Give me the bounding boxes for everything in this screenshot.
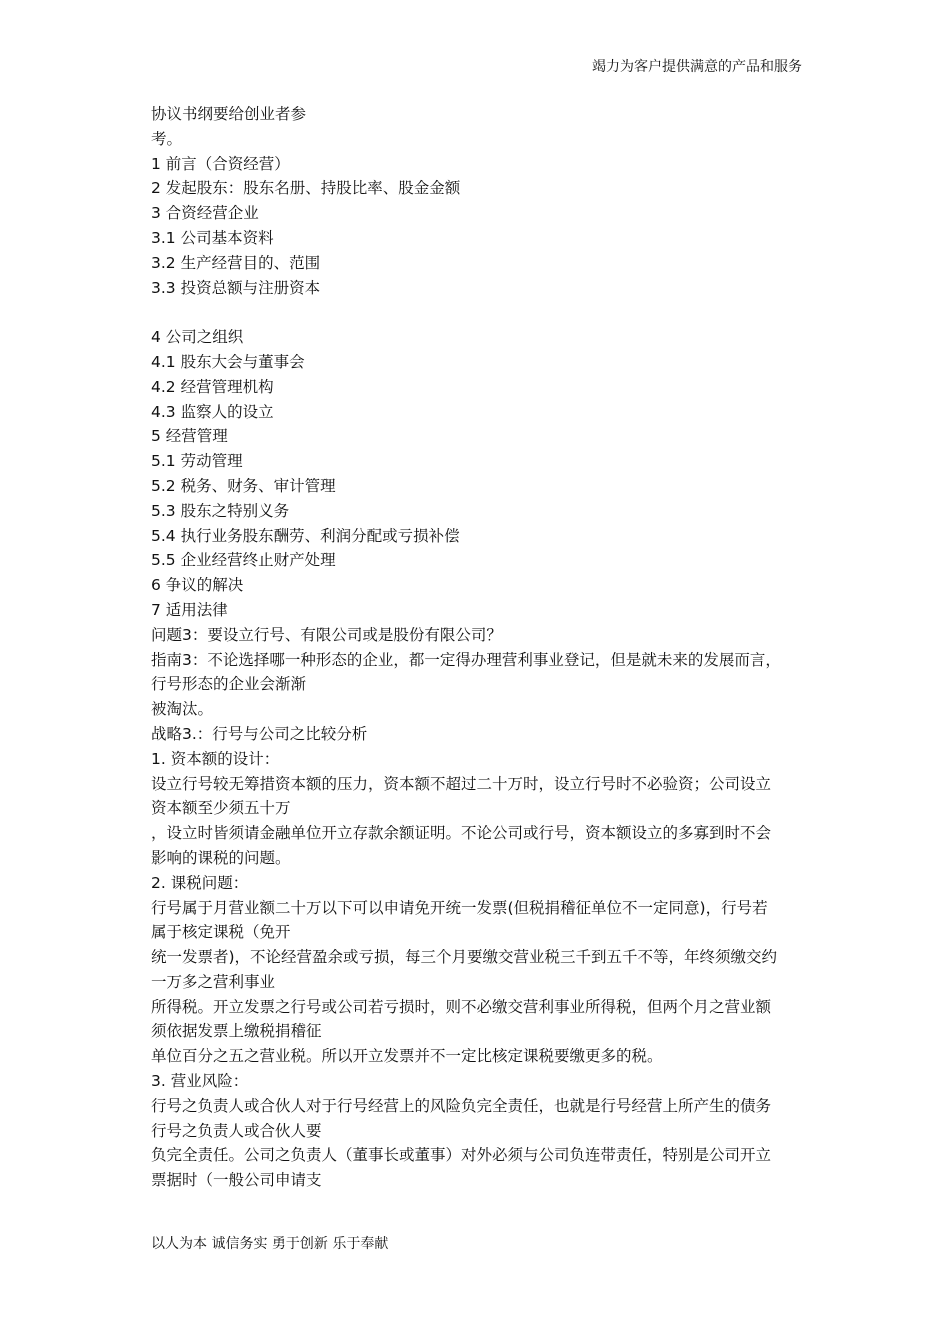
text-line: 5.1 劳动管理 — [151, 452, 243, 471]
text-line: 单位百分之五之营业税。所以开立发票并不一定比核定课税要缴更多的税。 — [151, 1047, 663, 1066]
text-line: 行号之负责人或合伙人对于行号经营上的风险负完全责任，也就是行号经营上所产生的债务 — [151, 1096, 772, 1115]
text-line: 4.1 股东大会与董事会 — [151, 352, 305, 371]
text-line: 行号之负责人或合伙人要 — [151, 1121, 322, 1140]
text-line: 属于核定课税（免开 — [151, 923, 291, 942]
blank-line — [151, 300, 841, 325]
text-line: 行号属于月营业额二十万以下可以申请免开统一发票(但税捐稽征单位不一定同意)，行号若 — [151, 898, 768, 917]
text-line: 指南3：不论选择哪一种形态的企业，都一定得办理营利事业登记，但是就未来的发展而言， — [151, 650, 781, 669]
text-line: 票据时（一般公司申请支 — [151, 1171, 322, 1190]
text-line: 所得税。开立发票之行号或公司若亏损时，则不必缴交营利事业所得税，但两个月之营业额 — [151, 997, 772, 1016]
text-line: 统一发票者)，不论经营盈余或亏损，每三个月要缴交营业税三千到五千不等，年终须缴交约 — [151, 948, 778, 967]
text-line: 负完全责任。公司之负责人（董事长或董事）对外必须与公司负连带责任，特别是公司开立 — [151, 1146, 772, 1165]
text-line: 7 适用法律 — [151, 600, 228, 619]
text-line: 一万多之营利事业 — [151, 972, 276, 991]
text-line: 3 合资经营企业 — [151, 204, 259, 223]
text-line: 设立行号较无筹措资本额的压力，资本额不超过二十万时，设立行号时不必验资；公司设立 — [151, 774, 772, 793]
text-line: 2. 课税问题： — [151, 873, 249, 892]
text-line: 1 前言（合资经营） — [151, 154, 290, 173]
text-line: 6 争议的解决 — [151, 576, 244, 595]
text-line: 5.4 执行业务股东酬劳、利润分配或亏损补偿 — [151, 526, 460, 545]
text-line: 战略3.：行号与公司之比较分析 — [151, 724, 368, 743]
text-line: 须依据发票上缴税捐稽征 — [151, 1022, 322, 1041]
text-line: 问题3：要设立行号、有限公司或是股份有限公司？ — [151, 625, 502, 644]
text-line: 4.2 经营管理机构 — [151, 377, 274, 396]
text-line: 行号形态的企业会渐渐 — [151, 675, 307, 694]
page-header-slogan: 竭力为客户提供满意的产品和服务 — [592, 59, 802, 75]
text-line: 5 经营管理 — [151, 427, 228, 446]
text-line: 5.3 股东之特别义务 — [151, 501, 290, 520]
text-line: 影响的课税的问题。 — [151, 848, 291, 867]
document-body — [151, 102, 841, 1193]
text-line: 5.2 税务、财务、审计管理 — [151, 476, 336, 495]
text-line: 被淘汰。 — [151, 700, 214, 719]
text-line: 2 发起股东：股东名册、持股比率、股金金额 — [151, 179, 461, 198]
text-line: 3. 营业风险： — [151, 1072, 249, 1091]
text-line: 协议书纲要给创业者参 — [151, 105, 307, 123]
text-line: 3.3 投资总额与注册资本 — [151, 278, 321, 297]
text-line: 3.2 生产经营目的、范围 — [151, 253, 321, 272]
text-line: 3.1 公司基本资料 — [151, 228, 274, 247]
text-line: 4.3 监察人的设立 — [151, 402, 274, 421]
page-footer-motto: 以人为本 诚信务实 勇于创新 乐于奉献 — [151, 1236, 389, 1252]
text-line: 5.5 企业经营终止财产处理 — [151, 551, 336, 570]
text-line: 4 公司之组织 — [151, 328, 244, 347]
text-line: 资本额至少须五十万 — [151, 799, 291, 818]
text-line: ，设立时皆须请金融单位开立存款余额证明。不论公司或行号，资本额设立的多寡到时不会 — [151, 824, 772, 843]
text-line: 1. 资本额的设计： — [151, 749, 280, 768]
text-line: 考。 — [151, 129, 183, 148]
